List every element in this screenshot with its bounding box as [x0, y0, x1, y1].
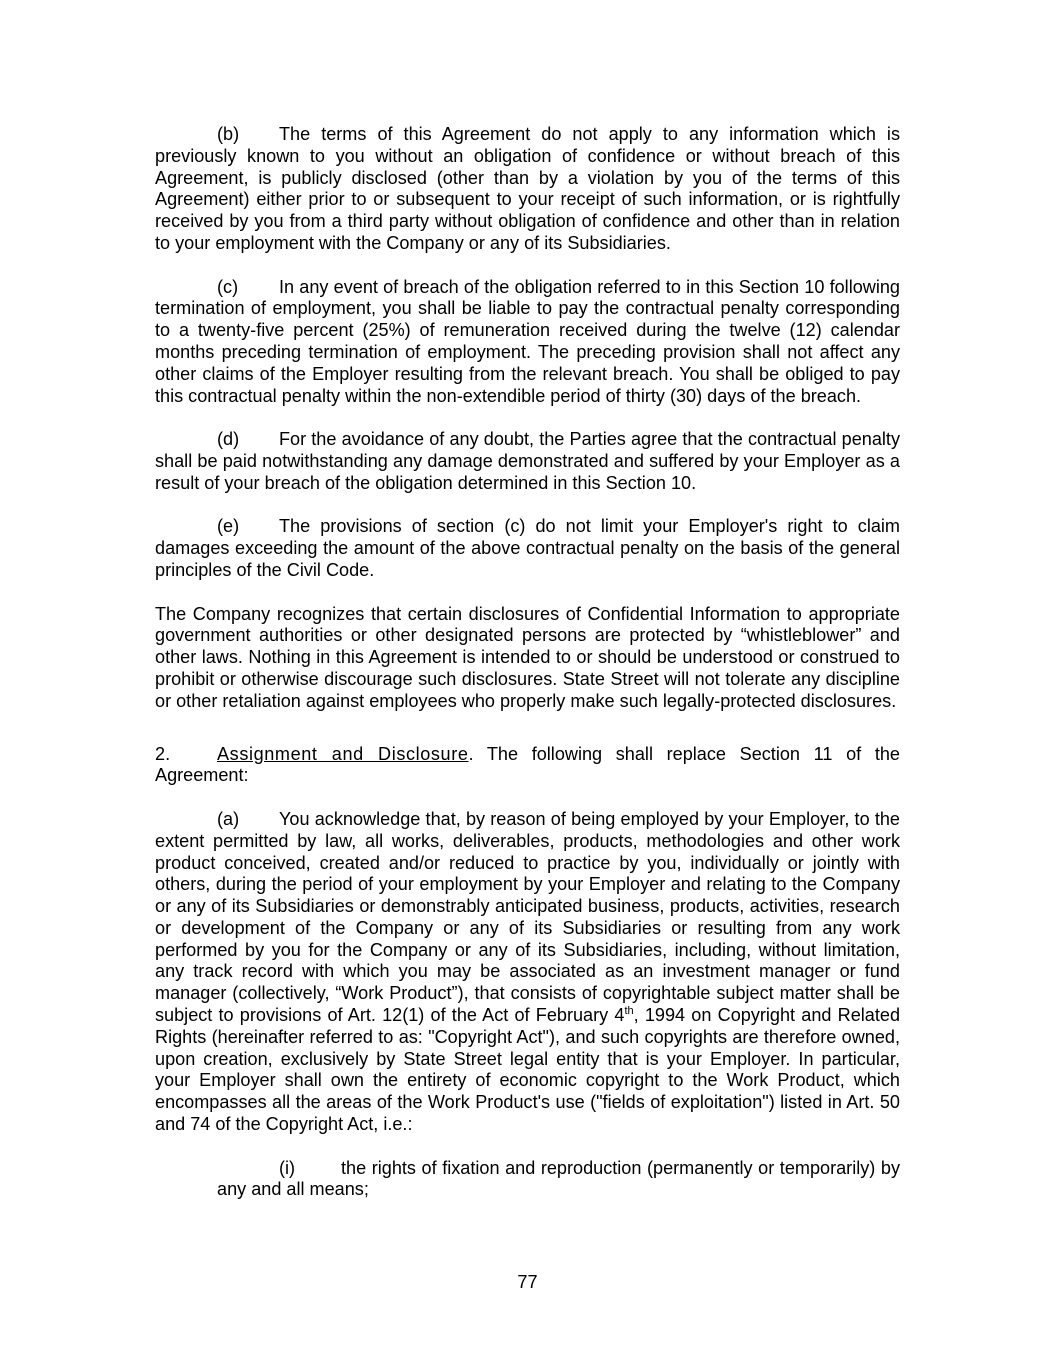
section-text: . The following shall replace Section 11 of the Agreement: [155, 743, 900, 786]
paragraph-label: (b) [217, 124, 240, 144]
page-content [155, 124, 900, 1201]
paragraph-a [155, 809, 900, 1136]
section-heading: Assignment and Disclosure [217, 743, 469, 764]
paragraph-b [155, 124, 900, 255]
paragraph-text: In any event of breach of the obligation referred to in this Section 10 following termination of employment, you shall be liable to pay the contractual penalty corresponding to a twenty-five percent (25%) of remuneration received during the twelve (12) calendar months preceding termination of employment. The preceding provision shall not affect any other claims of the Employer resulting from the relevant breach. You shall be obliged to pay this contractual penalty within the non-extendible period of thirty (30) days of the breach. [155, 276, 900, 406]
paragraph-label: (e) [217, 516, 240, 537]
paragraph-text: the rights of fixation and reproduction (permanently or temporarily) by any and all means; [217, 1157, 900, 1200]
paragraph-text: The terms of this Agreement do not apply to any information which is previously known to you without an obligation of confidence or without breach of this Agreement, is publicly disclosed (other than by a violation by you of the terms of this Agreement) either prior to or subsequent to your receipt of such information, or is rightfully received by you from a third party without obligation of confidence and other than in relation to your employment with the Company or any of its Subsidiaries. [155, 124, 900, 253]
paragraph-d [155, 429, 900, 494]
paragraph-text-part2: , 1994 on Copyright and Related Rights (hereinafter referred to as: "Copyright Act"), and such copyrights are therefore owned, upon creation, exclusively by State Street legal entity that is your Employer. In particular, your Employer shall own the entirety of economic copyright to the Work Product, which encompasses all the areas of the Work Product's use ("fields of exploitation") listed in Art. 50 and 74 of the Copyright Act, i.e.: [155, 1005, 901, 1135]
paragraph-text: The provisions of section (c) do not limit your Employer's right to claim damages exceeding the amount of the above contractual penalty on the basis of the general principles of the Civil Code. [155, 516, 900, 580]
paragraph-e [155, 516, 900, 581]
paragraph-label: (c) [217, 276, 239, 297]
section-number: 2. [155, 743, 171, 764]
paragraph-text-part1: You acknowledge that, by reason of being employed by your Employer, to the extent permitted by law, all works, deliverables, products, methodologies and other work product conceived, created and/or reduced to practice by you, individually or jointly with others, during the period of your employment by your Employer and relating to the Company or any of its Subsidiaries or demonstrably anticipated business, products, activities, research or development of the Company or any of its Subsidiaries or resulting from any work performed by you for the Company or any of its Subsidiaries, including, without limitation, any track record with which you may be associated as an investment manager or fund manager (collectively, “Work Product”), that consists of copyrightable subject matter shall be subject to provisions of Art. 12(1) of the Act of February 4 [155, 808, 900, 1026]
paragraph-label: (i) [279, 1157, 296, 1178]
section-2-intro [155, 744, 900, 788]
paragraph-c [155, 277, 900, 408]
paragraph-label: (d) [217, 429, 240, 450]
paragraph-label: (a) [217, 808, 240, 829]
whistleblower-paragraph: The Company recognizes that certain disclosures of Confidential Information to appropriate government authorities or other designated persons are protected by “whistleblower” and other laws. Nothing in this Agreement is intended to or should be understood or construed to prohibit or otherwise discourage such disclosures. State Street will not tolerate any discipline or other retaliation against employees who properly make such legally-protected disclosures. [155, 603, 900, 711]
paragraph-i [155, 1158, 900, 1202]
paragraph-text: For the avoidance of any doubt, the Parties agree that the contractual penalty shall be paid notwithstanding any damage demonstrated and suffered by your Employer as a result of your breach of the obligation determined in this Section 10. [155, 429, 900, 493]
page-number: 77 [517, 1272, 538, 1292]
superscript-ordinal: th [624, 1005, 634, 1018]
